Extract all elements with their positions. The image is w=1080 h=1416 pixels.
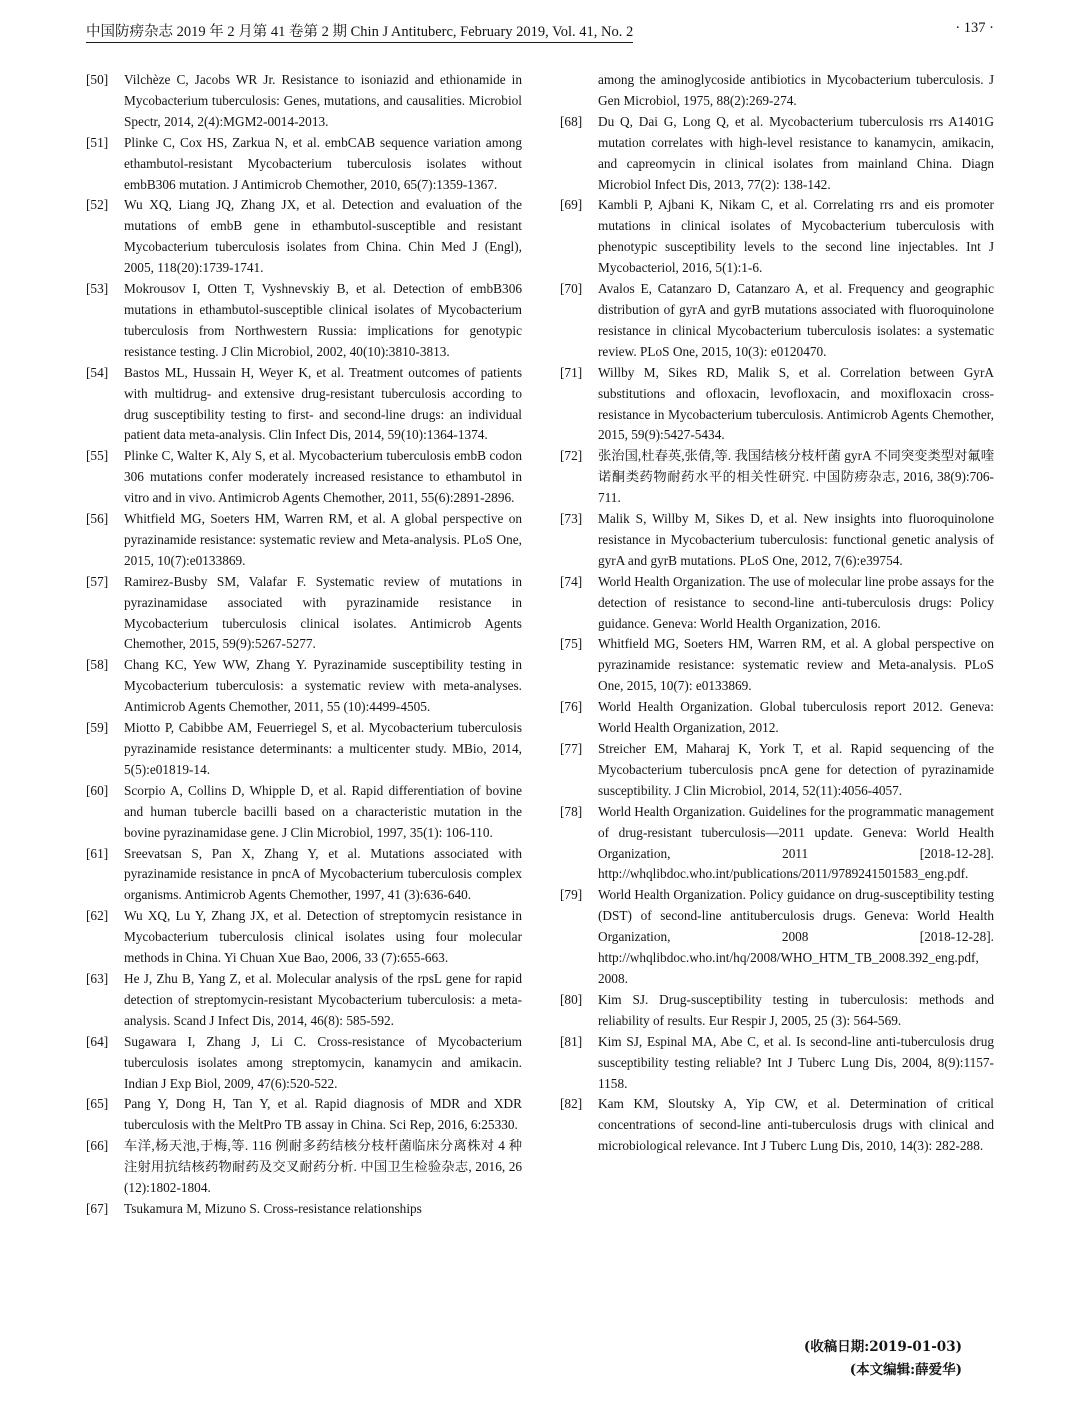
reference-73	[560, 509, 994, 572]
reference-column-left	[86, 70, 522, 1220]
reference-79	[560, 885, 994, 990]
reference-66	[86, 1136, 522, 1199]
reference-67	[86, 1199, 522, 1220]
ref-text: Wu XQ, Lu Y, Zhang JX, et al. Detection of streptomycin resistance in Mycobacterium tuberculosis clinical isolates using four molecular methods in China. Yi Chuan Xue Bao, 2006, 33 (7):655-663.	[124, 908, 522, 966]
reference-55	[86, 446, 522, 509]
ref-text: Sreevatsan S, Pan X, Zhang Y, et al. Mutations associated with pyrazinamide resistance in pncA of Mycobacterium tuberculosis complex organisms. Antimicrob Agents Chemother, 1997, 41 (3):636-640.	[124, 845, 522, 903]
ref-text: World Health Organization. Guidelines for the programmatic management of drug-resistant tuberculosis—2011 update. Geneva: World Health Organization, 2011 [2018-12-28]. http://whqlibdoc.who.int/publications/2011/9789241501583_eng.pdf.	[598, 803, 994, 882]
ref-text: Plinke C, Cox HS, Zarkua N, et al. embCAB sequence variation among ethambutol-resistant Mycobacterium tuberculosis isolates without embB306 mutation. J Antimicrob Chemother, 2010, 65(7):1359-1367.	[124, 134, 522, 192]
ref-number: [69]	[560, 197, 583, 213]
ref-number: [51]	[86, 134, 109, 150]
ref-text: Kim SJ. Drug-susceptibility testing in tuberculosis: methods and reliability of results. Eur Respir J, 2005, 25 (3): 564-569.	[598, 991, 994, 1028]
ref-text: Pang Y, Dong H, Tan Y, et al. Rapid diagnosis of MDR and XDR tuberculosis with the MeltPro TB assay in China. Sci Rep, 2016, 6:25330.	[124, 1096, 522, 1133]
reference-81	[560, 1032, 994, 1095]
ref-number: [52]	[86, 197, 109, 213]
ref-text: Sugawara I, Zhang J, Li C. Cross-resistance of Mycobacterium tuberculosis isolates among streptomycin, kanamycin and amikacin. Indian J Exp Biol, 2009, 47(6):520-522.	[124, 1033, 522, 1091]
ref-text: World Health Organization. The use of molecular line probe assays for the detection of resistance to second-line anti-tuberculosis drugs: Policy guidance. Geneva: World Health Organization, 2016.	[598, 573, 994, 631]
ref-number: [78]	[560, 803, 583, 819]
ref-number: [64]	[86, 1033, 109, 1049]
reference-64	[86, 1032, 522, 1095]
ref-number: [67]	[86, 1200, 109, 1216]
ref-number: [58]	[86, 657, 109, 673]
ref-number: [66]	[86, 1138, 109, 1154]
ref-number: [81]	[560, 1033, 583, 1049]
ref-text: Vilchèze C, Jacobs WR Jr. Resistance to isoniazid and ethionamide in Mycobacterium tuberculosis: Genes, mutations, and causalities. Microbiol Spectr, 2014, 2(4):MGM2-0014-2013.	[124, 72, 522, 129]
ref-text: Miotto P, Cabibbe AM, Feuerriegel S, et al. Mycobacterium tuberculosis pyrazinamide resistance determinants: a multicenter study. MBio, 2014, 5(5):e01819-14.	[124, 720, 522, 777]
ref-text: Kam KM, Sloutsky A, Yip CW, et al. Determination of critical concentrations of second-line anti-tuberculosis drugs with clinical and microbiological relevance. Int J Tuberc Lung Dis, 2010, 14(3): 282-288.	[598, 1096, 994, 1154]
ref-number: [77]	[560, 741, 583, 756]
ref-number: [54]	[86, 364, 109, 380]
reference-67-continuation: among the aminoglycoside antibiotics in Mycobacterium tuberculosis. J Gen Microbiol, 1975, 88(2):269-274.	[598, 72, 994, 108]
ref-number: [65]	[86, 1096, 109, 1112]
reference-56	[86, 509, 522, 572]
reference-58	[86, 655, 522, 718]
ref-text: Plinke C, Walter K, Aly S, et al. Mycobacterium tuberculosis embB codon 306 mutations confer moderately increased resistance to ethambutol in vitro and in vivo. Antimicrob Agents Chemother, 2011, 55(6):2891-2896.	[124, 448, 522, 506]
ref-number: [75]	[560, 636, 583, 652]
ref-text: 车洋,杨天池,于梅,等. 116 例耐多药结核分枝杆菌临床分离株对 4 种注射用抗结核药物耐药及交叉耐药分析. 中国卫生检验杂志, 2016, 26 (12):1802-1804.	[124, 1138, 522, 1196]
reference-82	[560, 1094, 994, 1157]
reference-72	[560, 446, 994, 509]
reference-78	[560, 802, 994, 886]
ref-text: 张治国,杜春英,张倩,等. 我国结核分枝杆菌 gyrA 不同突变类型对氟喹诺酮类药物耐药水平的相关性研究. 中国防痨杂志, 2016, 38(9):706-711.	[598, 448, 994, 506]
reference-50	[86, 70, 522, 133]
reference-54	[86, 363, 522, 447]
ref-text: Chang KC, Yew WW, Zhang Y. Pyrazinamide susceptibility testing in Mycobacterium tuberculosis: a systematic review with meta-analyses. Antimicrob Agents Chemother, 2011, 55 (10):4499-4505.	[124, 657, 522, 715]
ref-number: [71]	[560, 364, 583, 380]
reference-75	[560, 634, 994, 697]
reference-74	[560, 572, 994, 635]
reference-77	[560, 739, 994, 802]
reference-53	[86, 279, 522, 363]
running-header	[86, 20, 994, 42]
ref-number: [76]	[560, 699, 583, 715]
ref-text: Willby M, Sikes RD, Malik S, et al. Correlation between GyrA substitutions and ofloxacin, levofloxacin, and moxifloxacin cross-resistance in Mycobacterium tuberculosis. Antimicrob Agents Chemother, 2015, 59(9):5427-5434.	[598, 364, 994, 443]
ref-number: [59]	[86, 720, 109, 736]
ref-text: He J, Zhu B, Yang Z, et al. Molecular analysis of the rpsL gene for rapid detection of streptomycin-resistant Mycobacterium tuberculosis: a meta-analysis. Scand J Infect Dis, 2014, 46(8): 585-592.	[124, 970, 522, 1028]
ref-text: Whitfield MG, Soeters HM, Warren RM, et al. A global perspective on pyrazinamide resistance: systematic review and Meta-analysis. PLoS One, 2015, 10(7):e0133869.	[124, 511, 522, 568]
reference-68	[560, 112, 994, 196]
ref-number: [73]	[560, 511, 583, 527]
ref-text: Ramirez-Busby SM, Valafar F. Systematic review of mutations in pyrazinamidase associated with pyrazinamide resistance in Mycobacterium tuberculosis clinical isolates. Antimicrob Agents Chemother, 2015, 59(9):5267-5277.	[124, 573, 522, 652]
ref-number: [70]	[560, 281, 583, 297]
ref-number: [61]	[86, 845, 109, 861]
ref-number: [53]	[86, 281, 109, 297]
reference-62	[86, 906, 522, 969]
received-date: (收稿日期:2019-01-03)	[803, 1339, 962, 1355]
reference-63	[86, 969, 522, 1032]
journal-citation: 中国防痨杂志 2019 年 2 月第 41 卷第 2 期 Chin J Antituberc, February 2019, Vol. 41, No. 2	[86, 20, 633, 43]
article-footer	[804, 1336, 962, 1382]
ref-text: Streicher EM, Maharaj K, York T, et al. Rapid sequencing of the Mycobacterium tuberculosis pncA gene for detection of pyrazinamide susceptibility. J Clin Microbiol, 2014, 52(11):4056-4057.	[598, 741, 994, 798]
ref-text: Kim SJ, Espinal MA, Abe C, et al. Is second-line anti-tuberculosis drug susceptibility testing reliable? Int J Tuberc Lung Dis, 2004, 8(9):1157-1158.	[598, 1033, 994, 1091]
reference-60	[86, 781, 522, 844]
editor-credit: (本文编辑:薛爱华)	[849, 1362, 962, 1378]
ref-text: Bastos ML, Hussain H, Weyer K, et al. Treatment outcomes of patients with multidrug- and extensive drug-resistant tuberculosis according to drug susceptibility testing to first- and second-line drugs: an individual patient data meta-analysis. Clin Infect Dis, 2014, 59(10):1364-1374.	[124, 364, 522, 443]
ref-number: [82]	[560, 1096, 583, 1112]
ref-number: [60]	[86, 782, 109, 798]
reference-70	[560, 279, 994, 363]
reference-51	[86, 133, 522, 196]
ref-number: [50]	[86, 72, 109, 87]
ref-number: [63]	[86, 970, 109, 986]
ref-number: [57]	[86, 573, 109, 589]
reference-59	[86, 718, 522, 781]
ref-text: Malik S, Willby M, Sikes D, et al. New insights into fluoroquinolone resistance in Mycobacterium tuberculosis: functional genetic analysis of gyrA and gyrB mutations. PLoS One, 2012, 7(6):e39754.	[598, 511, 994, 568]
page-number: · 137 ·	[955, 20, 994, 36]
ref-text: Whitfield MG, Soeters HM, Warren RM, et al. A global perspective on pyrazinamide resistance: systematic review and Meta-analysis. PLoS One, 2015, 10(7): e0133869.	[598, 636, 994, 694]
ref-text: Kambli P, Ajbani K, Nikam C, et al. Correlating rrs and eis promoter mutations in clinical isolates of Mycobacterium tuberculosis with phenotypic susceptibility levels to the second line injectables. Int J Mycobacteriol, 2016, 5(1):1-6.	[598, 197, 994, 276]
ref-number: [79]	[560, 887, 583, 903]
ref-number: [55]	[86, 448, 109, 464]
reference-65	[86, 1094, 522, 1136]
reference-80	[560, 990, 994, 1032]
reference-57	[86, 572, 522, 656]
reference-52	[86, 195, 522, 279]
ref-number: [56]	[86, 511, 109, 527]
ref-text: Du Q, Dai G, Long Q, et al. Mycobacterium tuberculosis rrs A1401G mutation correlates with high-level resistance to kanamycin, amikacin, and capreomycin in clinical isolates from mainland China. Diagn Microbiol Infect Dis, 2013, 77(2): 138-142.	[598, 113, 994, 192]
ref-number: [80]	[560, 991, 583, 1007]
ref-number: [68]	[560, 113, 583, 129]
reference-61	[86, 844, 522, 907]
ref-text: Mokrousov I, Otten T, Vyshnevskiy B, et al. Detection of embB306 mutations in ethambutol-susceptible clinical isolates of Mycobacterium tuberculosis from Northwestern Russia: implications for genotypic resistance testing. J Clin Microbiol, 2002, 40(10):3810-3813.	[124, 281, 522, 359]
ref-text: World Health Organization. Global tuberculosis report 2012. Geneva: World Health Organization, 2012.	[598, 699, 994, 736]
reference-71	[560, 363, 994, 447]
ref-text: Wu XQ, Liang JQ, Zhang JX, et al. Detection and evaluation of the mutations of embB gene in ethambutol-susceptible and resistant Mycobacterium tuberculosis isolates from China. Chin Med J (Engl), 2005, 118(20):1739-1741.	[124, 197, 522, 276]
ref-number: [74]	[560, 573, 583, 589]
ref-number: [72]	[560, 448, 583, 464]
reference-76	[560, 697, 994, 739]
ref-number: [62]	[86, 908, 109, 924]
reference-69	[560, 195, 994, 279]
ref-text: Scorpio A, Collins D, Whipple D, et al. Rapid differentiation of bovine and human tubercle bacilli based on a characteristic mutation in the bovine pyrazinamidase gene. J Clin Microbiol, 1997, 35(1): 106-110.	[124, 782, 522, 840]
ref-text: Avalos E, Catanzaro D, Catanzaro A, et al. Frequency and geographic distribution of gyrA and gyrB mutations associated with fluoroquinolone resistance in clinical Mycobacterium tuberculosis isolates: a systematic review. PLoS One, 2015, 10(3): e0120470.	[598, 281, 994, 359]
ref-text: World Health Organization. Policy guidance on drug-susceptibility testing (DST) of second-line antituberculosis drugs. Geneva: World Health Organization, 2008 [2018-12-28]. http://whqlibdoc.who.int/hq/2008/WHO_HTM_TB_2008.392_eng.pdf, 2008.	[598, 887, 994, 986]
reference-column-right	[560, 70, 994, 1157]
ref-text: Tsukamura M, Mizuno S. Cross-resistance relationships	[124, 1200, 422, 1216]
